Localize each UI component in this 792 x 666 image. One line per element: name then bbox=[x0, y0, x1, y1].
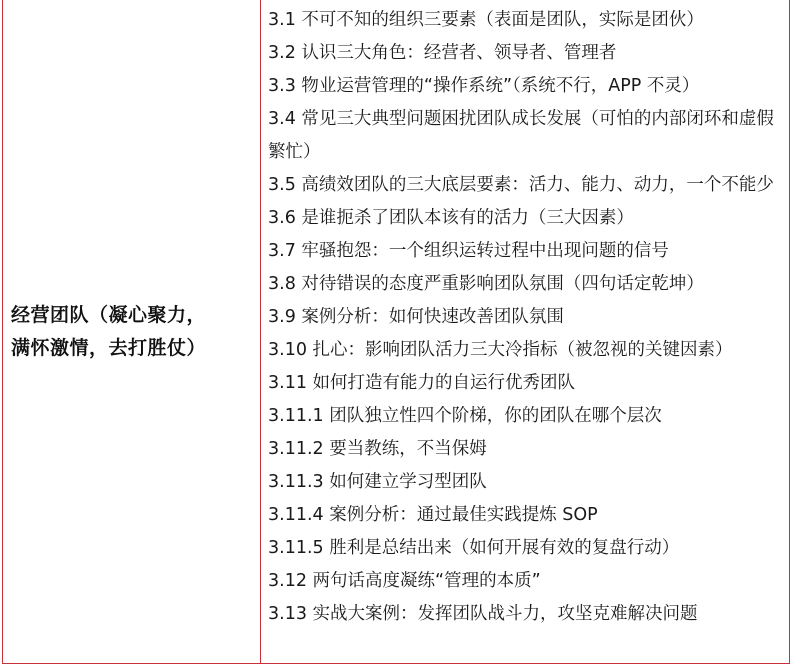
items-cell bbox=[268, 4, 783, 631]
list-item: 3.12 两句话高度凝练“管理的本质” bbox=[268, 571, 541, 591]
list-item: 3.1 不可不知的组织三要素（表面是团队，实际是团伙） bbox=[268, 10, 704, 30]
column-divider bbox=[260, 0, 261, 664]
list-item: 3.2 认识三大角色：经营者、领导者、管理者 bbox=[268, 43, 617, 63]
list-item: 3.9 案例分析：如何快速改善团队氛围 bbox=[268, 307, 564, 327]
list-item: 3.11.2 要当教练，不当保姆 bbox=[268, 439, 487, 459]
list-item: 3.8 对待错误的态度严重影响团队氛围（四句话定乾坤） bbox=[268, 274, 704, 294]
section-title: 经营团队（凝心聚力， 满怀激情，去打胜仗） bbox=[11, 304, 207, 359]
section-cell bbox=[3, 0, 260, 664]
list-item: 3.11.3 如何建立学习型团队 bbox=[268, 472, 487, 492]
list-item: 3.5 高绩效团队的三大底层要素：活力、能力、动力，一个不能少 bbox=[268, 175, 774, 195]
list-item: 3.3 物业运营管理的“操作系统”（系统不行，APP 不灵） bbox=[268, 76, 700, 96]
list-item: 3.11.5 胜利是总结出来（如何开展有效的复盘行动） bbox=[268, 538, 680, 558]
list-item: 3.6 是谁扼杀了团队本该有的活力（三大因素） bbox=[268, 208, 634, 228]
list-item: 3.11.1 团队独立性四个阶梯，你的团队在哪个层次 bbox=[268, 406, 662, 426]
list-item: 3.7 牢骚抱怨：一个组织运转过程中出现问题的信号 bbox=[268, 241, 669, 261]
list-item: 3.10 扎心：影响团队活力三大冷指标（被忽视的关键因素） bbox=[268, 340, 733, 360]
list-item: 3.11 如何打造有能力的自运行优秀团队 bbox=[268, 373, 576, 393]
list-item: 3.4 常见三大典型问题困扰团队成长发展（可怕的内部闭环和虚假繁忙） bbox=[268, 109, 774, 162]
list-item: 3.13 实战大案例：发挥团队战斗力，攻坚克难解决问题 bbox=[268, 604, 698, 624]
list-item: 3.11.4 案例分析：通过最佳实践提炼 SOP bbox=[268, 505, 598, 525]
